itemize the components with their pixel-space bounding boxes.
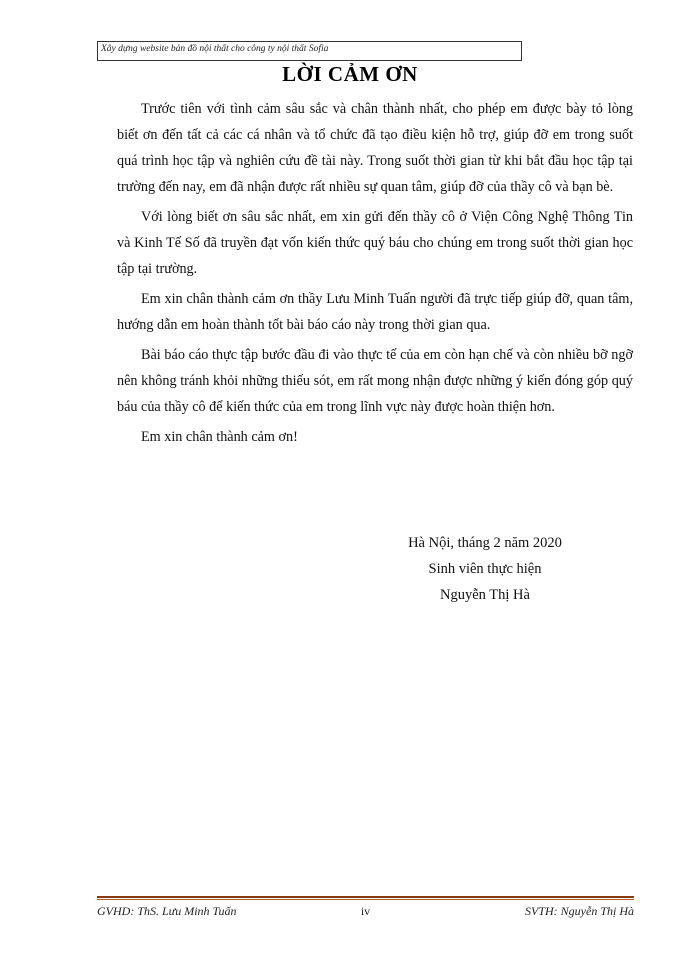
footer-student: SVTH: Nguyễn Thị Hà [525, 904, 634, 918]
footer-advisor: GVHD: ThS. Lưu Minh Tuấn [97, 904, 237, 918]
place-date: Hà Nội, tháng 2 năm 2020 [408, 535, 562, 551]
footer-divider-thin [97, 899, 634, 900]
paragraph: Em xin chân thành cảm ơn thầy Lưu Minh Tuấn người đã trực tiếp giúp đỡ, quan tâm, hướng dẫn em hoàn thành tốt bài báo cáo này trong thời gian qua. [117, 291, 633, 333]
page-title: LỜI CẢM ƠN [282, 62, 418, 86]
running-header: Xây dựng website bản đồ nội thất cho công ty nội thất Sofia [97, 41, 522, 61]
paragraph: Với lòng biết ơn sâu sắc nhất, em xin gửi đến thầy cô ở Viện Công Nghệ Thông Tin và Kinh Tế Số đã truyền đạt vốn kiến thức quý báu cho chúng em trong suốt thời gian học tập tại trường. [117, 209, 633, 277]
signature-block [385, 530, 585, 608]
footer-divider [97, 896, 634, 898]
acknowledgement-body [117, 96, 633, 454]
signer-name: Nguyễn Thị Hà [440, 587, 530, 603]
paragraph: Bài báo cáo thực tập bước đầu đi vào thực tế của em còn hạn chế và còn nhiều bỡ ngỡ nên không tránh khỏi những thiếu sót, em rất mong nhận được những ý kiến đóng góp quý báu của thầy cô để kiến thức của em trong lĩnh vực này được hoàn thiện hơn. [117, 347, 633, 415]
page-number: iv [360, 904, 371, 918]
signer-role: Sinh viên thực hiện [428, 561, 542, 577]
paragraph: Trước tiên với tình cảm sâu sắc và chân thành nhất, cho phép em được bày tỏ lòng biết ơn đến tất cả các cá nhân và tổ chức đã tạo điều kiện hỗ trợ, giúp đỡ em trong suốt quá trình học tập và nghiên cứu đề tài này. Trong suốt thời gian từ khi bắt đầu học tập tại trường đến nay, em đã nhận được rất nhiều sự quan tâm, giúp đỡ của thầy cô và bạn bè. [117, 101, 633, 195]
running-footer [97, 904, 634, 922]
closing-line: Em xin chân thành cảm ơn! [141, 429, 298, 445]
